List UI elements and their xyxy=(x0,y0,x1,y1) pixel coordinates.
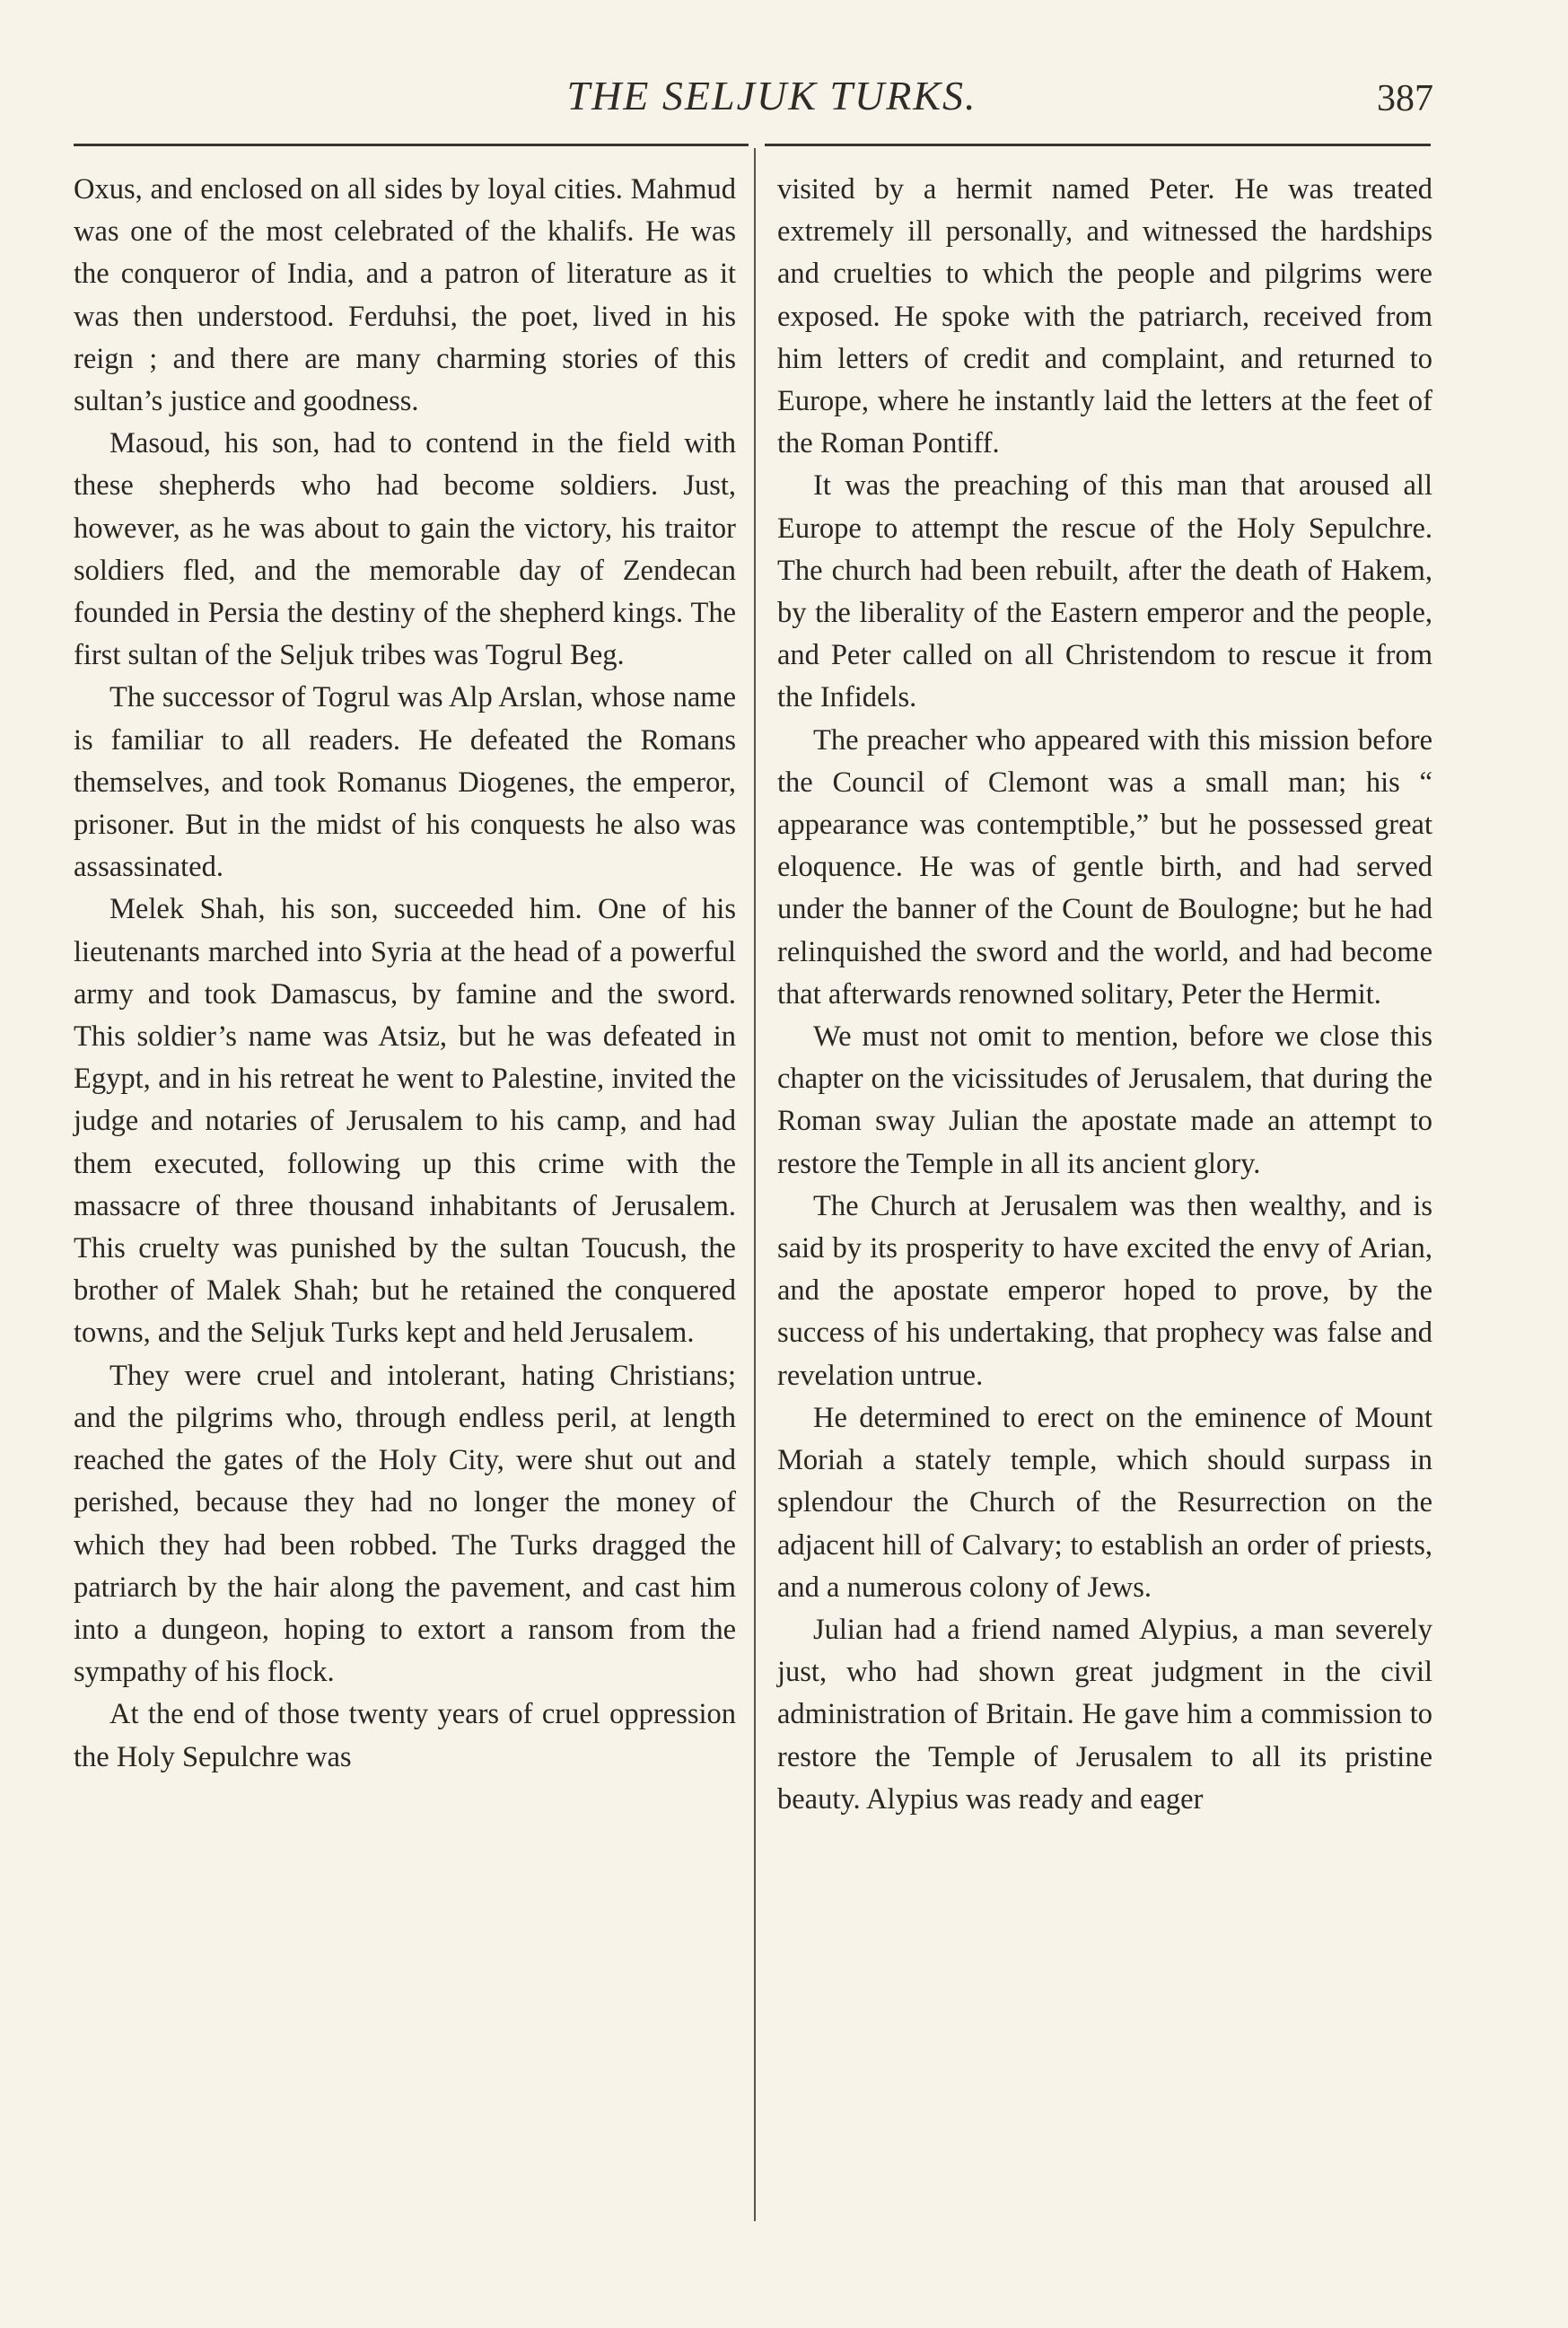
paragraph: They were cruel and intolerant, hating Christians; and the pilgrims who, through endless peril, at length reached the gates of the Holy City, were shut out and perished, because they had no longer the money of which they had been robbed. The Turks dragged the patriarch by the hair along the pavement, and cast him into a dungeon, hoping to extort a ransom from the sympathy of his flock. xyxy=(74,1359,736,1689)
paragraph: The Church at Jerusalem was then wealthy, and is said by its prosperity to have excited the envy of Arian, and the apostate emperor hoped to prove, by the success of his undertaking, that prophecy was false and revelation untrue. xyxy=(777,1189,1432,1392)
paragraph: We must not omit to mention, before we close this chapter on the vicissitudes of Jerusalem, that during the Roman sway Julian the apostate made an attempt to restore the Temple in all its ancient glory. xyxy=(777,1020,1432,1180)
paragraph: visited by a hermit named Peter. He was treated extremely ill personally, and witnessed the hardships and cruelties to which the people and pilgrims were exposed. He spoke with the patriarch, received from him letters of credit and complaint, and returned to Europe, where he instantly laid the letters at the feet of the Roman Pontiff. xyxy=(777,173,1432,460)
paragraph: At the end of those twenty years of cruel oppression the Holy Sepulchre was xyxy=(74,1698,736,1773)
column-divider xyxy=(754,148,756,2221)
paragraph: Julian had a friend named Alypius, a man severely just, who had shown great judgment in the civil administration of Britain. He gave him a commission to restore the Temple of Jerusalem to all its pristine beauty. Alypius was ready and eager xyxy=(777,1613,1432,1816)
paragraph: He determined to erect on the eminence of Mount Moriah a stately temple, which should surpass in splendour the Church of the Resurrection on the adjacent hill of Calvary; to establish an order of priests, and a numerous colony of Jews. xyxy=(777,1401,1432,1604)
running-head xyxy=(0,72,1568,135)
header-rule-left xyxy=(74,144,749,146)
running-title: THE SELJUK TURKS. xyxy=(566,73,977,118)
page-number: 387 xyxy=(1377,78,1433,119)
paragraph: The successor of Togrul was Alp Arslan, whose name is familiar to all readers. He defeated the Romans themselves, and took Romanus Diogenes, the emperor, prisoner. But in the midst of his conquests he also was assassinated. xyxy=(74,681,736,884)
paragraph: The preacher who appeared with this mission before the Council of Clemont was a small man; his “ appearance was contemptible,” but he possessed great eloquence. He was of gentle birth, and had served under the banner of the Count de Boulogne; but he had relinquished the sword and the world, and had become that afterwards renowned solitary, Peter the Hermit. xyxy=(777,723,1432,1011)
paragraph: Melek Shah, his son, succeeded him. One of his lieutenants marched into Syria at the head of a powerful army and took Damascus, by famine and the sword. This soldier’s name was Atsiz, but he was defeated in Egypt, and in his retreat he went to Palestine, invited the judge and notaries of Jerusalem to his camp, and had them executed, following up this crime with the massacre of three thousand inhabitants of Jerusalem. This cruelty was punished by the sultan Toucush, the brother of Malek Shah; but he retained the conquered towns, and the Seljuk Turks kept and held Jerusalem. xyxy=(74,893,736,1350)
paragraph: It was the preaching of this man that aroused all Europe to attempt the rescue of the Holy Sepulchre. The church had been rebuilt, after the death of Hakem, by the liberality of the Eastern emperor and the people, and Peter called on all Christendom to rescue it from the Infidels. xyxy=(777,469,1432,714)
paragraph: Oxus, and enclosed on all sides by loyal cities. Mahmud was one of the most celebrated of the khalifs. He was the conqueror of India, and a patron of literature as it was then understood. Ferduhsi, the poet, lived in his reign ; and there are many charming stories of this sultan’s justice and goodness. xyxy=(74,173,736,418)
paragraph: Masoud, his son, had to contend in the field with these shepherds who had become soldiers. Just, however, as he was about to gain the victory, his traitor soldiers fled, and the memorable day of Zendecan founded in Persia the destiny of the shepherd kings. The first sultan of the Seljuk tribes was Togrul Beg. xyxy=(74,427,736,672)
header-rule-right xyxy=(765,144,1431,146)
right-column xyxy=(777,169,1432,1821)
left-column xyxy=(74,169,736,1779)
